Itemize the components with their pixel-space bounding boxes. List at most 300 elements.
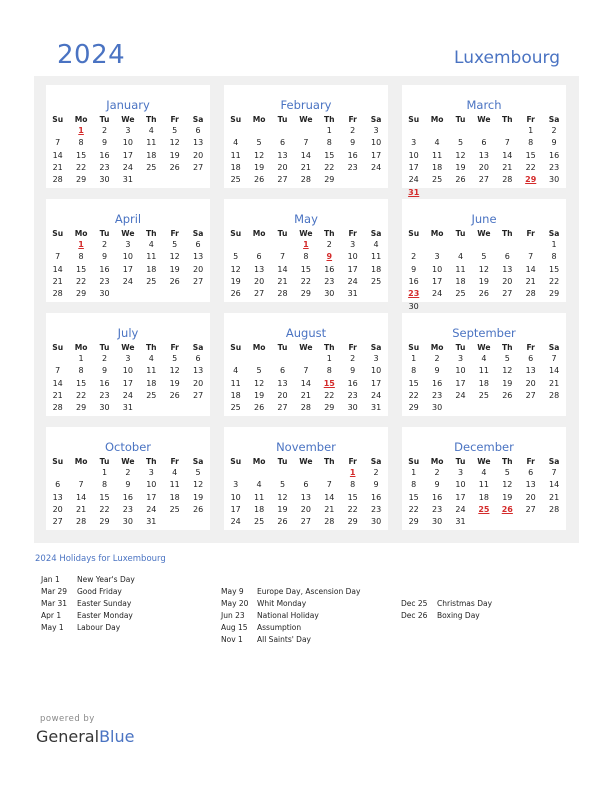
day-cell: 2 — [551, 126, 557, 135]
country-title: Luxembourg — [454, 48, 560, 68]
day-cell: 26 — [169, 276, 180, 286]
day-cell: 15 — [408, 492, 419, 502]
day-cell: 17 — [431, 276, 443, 286]
day-cell: 22 — [548, 276, 560, 286]
day-cell: 22 — [408, 390, 419, 400]
day-cell: 15 — [75, 378, 87, 388]
weekday-header: We — [121, 229, 135, 238]
day-cell: 22 — [75, 276, 87, 286]
weekday-header: We — [299, 457, 313, 466]
day-cell: 10 — [146, 480, 157, 490]
day-cell: 28 — [548, 504, 560, 514]
day-cell: 22 — [324, 162, 335, 172]
day-cell: 20 — [192, 150, 204, 160]
day-cell: 22 — [408, 504, 419, 514]
day-cell: 28 — [548, 390, 560, 400]
holiday-date: Aug 15 — [221, 623, 248, 632]
day-cell: 29 — [408, 403, 419, 413]
day-cell: 13 — [192, 138, 204, 148]
day-cell: 15 — [75, 150, 87, 160]
weekday-header: Th — [145, 229, 157, 238]
holiday-day: 26 — [501, 504, 513, 514]
day-cell: 13 — [525, 480, 536, 490]
day-cell: 3 — [373, 126, 379, 135]
day-cell: 27 — [525, 390, 536, 400]
day-cell: 26 — [253, 175, 265, 185]
day-cell: 24 — [230, 517, 241, 527]
weekday-header: Sa — [192, 229, 204, 238]
day-cell: 9 — [434, 480, 440, 490]
day-cell: 24 — [122, 162, 133, 172]
day-cell: 3 — [233, 480, 239, 490]
day-cell: 30 — [99, 289, 110, 299]
day-cell: 12 — [169, 138, 180, 148]
holiday-name: Christmas Day — [437, 599, 493, 608]
weekday-header: Mo — [430, 343, 444, 352]
day-cell: 7 — [55, 138, 61, 148]
day-cell: 14 — [548, 366, 560, 376]
day-cell: 28 — [502, 175, 513, 185]
month-june — [402, 199, 566, 311]
month-name: December — [454, 440, 514, 454]
month-name: June — [471, 212, 497, 226]
weekday-header: Sa — [370, 343, 382, 352]
weekday-header: Su — [408, 343, 420, 352]
day-cell: 27 — [253, 289, 265, 299]
day-cell: 7 — [504, 138, 510, 148]
day-cell: 7 — [528, 252, 534, 262]
day-cell: 1 — [551, 240, 557, 249]
weekday-header: Th — [323, 343, 335, 352]
weekday-header: Sa — [548, 229, 560, 238]
day-cell: 12 — [192, 480, 204, 490]
month-name: March — [466, 98, 502, 112]
month-august — [224, 313, 388, 416]
day-cell: 8 — [411, 366, 417, 376]
month-november — [224, 427, 388, 530]
weekday-header: Fr — [526, 229, 535, 238]
day-cell: 9 — [350, 138, 356, 148]
holiday-day: 1 — [349, 468, 356, 477]
weekday-header: Sa — [370, 115, 382, 124]
day-cell: 31 — [455, 517, 466, 527]
day-cell: 4 — [256, 480, 262, 490]
day-cell: 1 — [326, 126, 332, 135]
day-cell: 7 — [78, 480, 84, 490]
day-cell: 13 — [192, 252, 204, 262]
holiday-date: May 1 — [41, 623, 64, 632]
day-cell: 29 — [347, 517, 358, 527]
day-cell: 31 — [347, 289, 358, 299]
day-cell: 10 — [122, 138, 133, 148]
weekday-header: Th — [323, 457, 335, 466]
day-cell: 24 — [347, 276, 358, 286]
day-cell: 8 — [303, 252, 309, 262]
day-cell: 25 — [431, 175, 443, 185]
day-cell: 27 — [192, 162, 204, 172]
day-cell: 2 — [101, 354, 108, 363]
day-cell: 25 — [169, 504, 180, 514]
day-cell: 14 — [52, 264, 63, 274]
day-cell: 18 — [230, 162, 241, 172]
weekday-header: Su — [408, 115, 420, 124]
weekday-header: We — [121, 457, 135, 466]
day-cell: 19 — [502, 492, 513, 502]
day-cell: 4 — [481, 354, 487, 363]
day-cell: 16 — [99, 264, 110, 274]
day-cell: 16 — [408, 276, 419, 286]
day-cell: 25 — [478, 390, 489, 400]
day-cell: 26 — [169, 390, 180, 400]
day-cell: 28 — [52, 289, 63, 299]
holiday-item — [41, 587, 216, 599]
holiday-day: 29 — [525, 175, 537, 185]
day-cell: 21 — [548, 492, 560, 502]
day-cell: 9 — [101, 366, 108, 376]
day-cell: 27 — [52, 517, 63, 527]
day-cell: 27 — [502, 289, 513, 299]
day-cell: 31 — [122, 403, 133, 413]
day-cell: 28 — [525, 289, 536, 299]
weekday-header: We — [299, 115, 313, 124]
day-cell: 1 — [528, 126, 534, 135]
weekday-header: Tu — [99, 457, 110, 466]
day-cell: 4 — [148, 240, 154, 249]
weekday-header: We — [477, 229, 491, 238]
weekday-header: Th — [501, 115, 513, 124]
day-cell: 6 — [279, 366, 286, 376]
weekday-header: Mo — [430, 229, 444, 238]
day-cell: 21 — [548, 378, 560, 388]
day-cell: 23 — [99, 390, 110, 400]
day-cell: 13 — [52, 492, 63, 502]
weekday-header: We — [477, 457, 491, 466]
weekday-header: Th — [501, 343, 513, 352]
day-cell: 4 — [148, 354, 154, 363]
day-cell: 27 — [192, 390, 204, 400]
weekday-header: Tu — [455, 457, 466, 466]
day-cell: 18 — [431, 162, 443, 172]
day-cell: 8 — [551, 252, 557, 262]
day-cell: 3 — [125, 240, 131, 249]
weekday-header: We — [299, 229, 313, 238]
day-cell: 29 — [75, 175, 87, 185]
month-march — [402, 85, 566, 197]
weekday-header: Fr — [526, 457, 535, 466]
holiday-date: May 20 — [221, 599, 249, 608]
day-cell: 12 — [169, 366, 180, 376]
day-cell: 2 — [125, 468, 131, 477]
weekday-header: Mo — [74, 343, 88, 352]
day-cell: 7 — [55, 252, 61, 262]
day-cell: 19 — [478, 276, 489, 286]
powered-by: powered by — [40, 714, 95, 724]
day-cell: 9 — [411, 264, 417, 274]
holiday-item — [221, 611, 396, 623]
day-cell: 27 — [192, 276, 204, 286]
brand-part-general: General — [36, 727, 100, 746]
day-cell: 20 — [52, 504, 63, 514]
holiday-column — [221, 587, 396, 647]
holiday-day: 1 — [303, 240, 309, 249]
holiday-name: New Year's Day — [77, 575, 135, 584]
day-cell: 20 — [277, 390, 288, 400]
day-cell: 29 — [324, 175, 335, 185]
day-cell: 30 — [99, 403, 110, 413]
day-cell: 28 — [300, 175, 311, 185]
day-cell: 12 — [253, 150, 265, 160]
day-cell: 25 — [455, 289, 466, 299]
holiday-item — [221, 587, 396, 599]
weekday-header: Fr — [170, 115, 179, 124]
day-cell: 25 — [230, 175, 241, 185]
day-cell: 14 — [52, 150, 63, 160]
day-cell: 24 — [431, 289, 443, 299]
day-cell: 8 — [411, 480, 417, 490]
day-cell: 17 — [370, 378, 382, 388]
weekday-header: Fr — [348, 115, 357, 124]
day-cell: 10 — [230, 492, 241, 502]
day-cell: 2 — [411, 252, 417, 262]
day-cell: 6 — [481, 138, 487, 148]
holiday-name: Easter Monday — [77, 611, 133, 620]
day-cell: 29 — [99, 517, 110, 527]
day-cell: 17 — [122, 264, 133, 274]
day-cell: 3 — [125, 354, 131, 363]
weekday-header: Su — [230, 115, 242, 124]
weekday-header: Fr — [348, 343, 357, 352]
day-cell: 29 — [75, 289, 87, 299]
holiday-day: 31 — [408, 187, 420, 197]
weekday-header: Mo — [252, 457, 266, 466]
day-cell: 3 — [125, 126, 131, 135]
day-cell: 20 — [277, 162, 288, 172]
day-cell: 23 — [99, 162, 110, 172]
day-cell: 5 — [195, 468, 201, 477]
day-cell: 17 — [146, 492, 157, 502]
day-cell: 23 — [548, 162, 560, 172]
day-cell: 17 — [455, 378, 466, 388]
day-cell: 30 — [431, 517, 443, 527]
day-cell: 22 — [75, 162, 87, 172]
holiday-date: Mar 31 — [41, 599, 68, 608]
day-cell: 11 — [370, 252, 382, 262]
day-cell: 10 — [408, 150, 419, 160]
day-cell: 4 — [172, 468, 178, 477]
holiday-name: Europe Day, Ascension Day — [257, 587, 361, 596]
day-cell: 25 — [253, 517, 265, 527]
day-cell: 3 — [373, 354, 379, 363]
day-cell: 6 — [279, 138, 286, 148]
day-cell: 15 — [75, 264, 87, 274]
day-cell: 2 — [101, 240, 108, 249]
weekday-header: Su — [408, 229, 420, 238]
day-cell: 21 — [52, 390, 63, 400]
month-name: April — [114, 212, 142, 226]
weekday-header: Tu — [277, 115, 288, 124]
day-cell: 18 — [478, 378, 489, 388]
holiday-day: 1 — [78, 240, 84, 249]
day-cell: 15 — [99, 492, 110, 502]
day-cell: 24 — [455, 390, 466, 400]
day-cell: 13 — [300, 492, 311, 502]
day-cell: 20 — [192, 378, 204, 388]
day-cell: 29 — [548, 289, 560, 299]
day-cell: 28 — [324, 517, 335, 527]
weekday-header: Mo — [74, 229, 88, 238]
day-cell: 10 — [370, 366, 382, 376]
weekday-header: Mo — [252, 229, 266, 238]
day-cell: 3 — [457, 468, 464, 477]
day-cell: 17 — [370, 150, 382, 160]
day-cell: 27 — [277, 403, 288, 413]
day-cell: 15 — [408, 378, 419, 388]
day-cell: 12 — [230, 264, 241, 274]
day-cell: 26 — [502, 390, 513, 400]
holiday-name: Easter Sunday — [77, 599, 132, 608]
day-cell: 19 — [253, 162, 265, 172]
weekday-header: Fr — [348, 229, 357, 238]
weekday-header: Sa — [370, 229, 382, 238]
day-cell: 21 — [324, 504, 335, 514]
day-cell: 20 — [525, 378, 536, 388]
weekday-header: Fr — [348, 457, 357, 466]
day-cell: 19 — [169, 378, 180, 388]
weekday-header: Th — [145, 457, 157, 466]
day-cell: 17 — [455, 492, 466, 502]
day-cell: 18 — [370, 264, 382, 274]
holiday-item — [401, 599, 576, 611]
day-cell: 16 — [431, 492, 443, 502]
day-cell: 20 — [192, 264, 204, 274]
day-cell: 21 — [52, 162, 63, 172]
month-name: February — [280, 98, 332, 112]
weekday-header: Mo — [252, 115, 266, 124]
day-cell: 8 — [78, 366, 84, 376]
weekday-header: We — [121, 343, 135, 352]
day-cell: 23 — [122, 504, 133, 514]
month-april — [46, 199, 210, 302]
month-name: November — [276, 440, 336, 454]
month-name: May — [294, 212, 318, 226]
day-cell: 24 — [408, 175, 419, 185]
day-cell: 9 — [434, 366, 440, 376]
weekday-header: Mo — [74, 115, 88, 124]
month-october — [46, 427, 210, 530]
day-cell: 30 — [122, 517, 133, 527]
holiday-day: 9 — [326, 252, 333, 262]
day-cell: 6 — [195, 354, 201, 363]
holiday-day: 25 — [478, 504, 490, 514]
holiday-name: National Holiday — [257, 611, 319, 620]
day-cell: 3 — [457, 354, 464, 363]
day-cell: 2 — [101, 126, 108, 135]
day-cell: 9 — [125, 480, 131, 490]
day-cell: 8 — [326, 138, 332, 148]
day-cell: 14 — [75, 492, 87, 502]
weekday-header: Th — [501, 229, 513, 238]
holiday-date: Dec 26 — [401, 611, 428, 620]
day-cell: 2 — [350, 354, 356, 363]
day-cell: 10 — [455, 480, 466, 490]
holiday-date: Mar 29 — [41, 587, 68, 596]
holiday-date: Jun 23 — [221, 611, 245, 620]
day-cell: 5 — [256, 138, 262, 148]
day-cell: 26 — [192, 504, 204, 514]
weekday-header: Th — [323, 229, 335, 238]
day-cell: 6 — [303, 480, 309, 490]
day-cell: 2 — [434, 468, 440, 477]
day-cell: 5 — [279, 480, 286, 490]
weekday-header: Sa — [370, 457, 382, 466]
weekday-header: Th — [323, 115, 335, 124]
day-cell: 18 — [169, 492, 180, 502]
day-cell: 7 — [303, 138, 309, 148]
weekday-header: Th — [501, 457, 513, 466]
day-cell: 12 — [169, 252, 180, 262]
day-cell: 30 — [548, 175, 560, 185]
day-cell: 22 — [324, 390, 335, 400]
day-cell: 25 — [146, 162, 157, 172]
day-cell: 16 — [370, 492, 382, 502]
day-cell: 16 — [347, 150, 358, 160]
day-cell: 18 — [455, 276, 466, 286]
day-cell: 21 — [277, 276, 288, 286]
weekday-header: Tu — [99, 115, 110, 124]
weekday-header: Su — [408, 457, 420, 466]
day-cell: 9 — [373, 480, 379, 490]
weekday-header: Sa — [192, 457, 204, 466]
day-cell: 10 — [455, 366, 466, 376]
holiday-item — [41, 611, 216, 623]
day-cell: 15 — [324, 150, 335, 160]
day-cell: 11 — [478, 366, 489, 376]
day-cell: 19 — [192, 492, 204, 502]
day-cell: 5 — [256, 366, 262, 376]
day-cell: 21 — [525, 276, 536, 286]
day-cell: 8 — [326, 366, 332, 376]
day-cell: 19 — [230, 276, 241, 286]
day-cell: 11 — [230, 150, 241, 160]
day-cell: 14 — [52, 378, 63, 388]
weekday-header: Fr — [526, 115, 535, 124]
day-cell: 6 — [528, 468, 534, 477]
day-cell: 1 — [411, 354, 417, 363]
day-cell: 18 — [146, 150, 157, 160]
month-september — [402, 313, 566, 416]
day-cell: 6 — [256, 252, 262, 262]
day-cell: 28 — [300, 403, 311, 413]
day-cell: 20 — [253, 276, 265, 286]
day-cell: 1 — [101, 468, 108, 477]
day-cell: 19 — [253, 390, 265, 400]
day-cell: 27 — [300, 517, 311, 527]
weekday-header: Fr — [526, 343, 535, 352]
holiday-item — [401, 611, 576, 623]
holiday-item — [41, 623, 216, 635]
day-cell: 22 — [525, 162, 536, 172]
day-cell: 23 — [431, 390, 443, 400]
month-may — [224, 199, 388, 302]
weekday-header: Su — [230, 457, 242, 466]
day-cell: 19 — [169, 264, 180, 274]
month-name: October — [104, 440, 152, 454]
day-cell: 4 — [148, 126, 154, 135]
day-cell: 5 — [481, 252, 487, 262]
day-cell: 6 — [55, 480, 61, 490]
day-cell: 29 — [408, 517, 419, 527]
day-cell: 16 — [99, 378, 110, 388]
